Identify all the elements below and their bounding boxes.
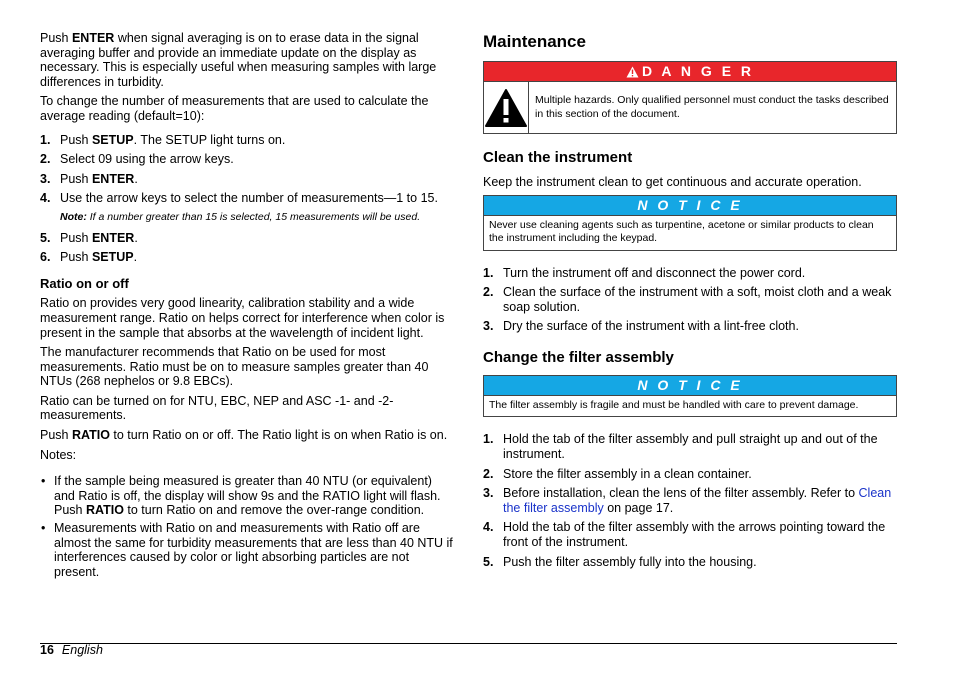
footer-language: English	[61, 643, 103, 657]
list-item: 3. Dry the surface of the instrument with a lint-free cloth.	[483, 319, 799, 334]
notice-box-filter	[483, 375, 897, 418]
notice-banner: N O T I C E	[484, 196, 896, 215]
list-item: 4. Use the arrow keys to select the number of measurements—1 to 15.	[40, 191, 438, 206]
note: Note: If a number greater than 15 is selected, 15 measurements will be used.	[60, 210, 421, 223]
list-item: 5. Push the filter assembly fully into the housing.	[483, 554, 757, 569]
right-column	[483, 31, 897, 574]
ratio-paragraph-4: Push RATIO to turn Ratio on or off. The Ratio light is on when Ratio is on.	[40, 428, 448, 443]
notice-banner: N O T I C E	[484, 376, 896, 395]
list-item: 4. Hold the tab of the filter assembly with the arrows pointing toward the front of the instrument.	[483, 520, 886, 550]
ratio-paragraph-3: Ratio can be turned on for NTU, EBC, NEP and ASC -1- and -2- measurements.	[40, 393, 394, 423]
maintenance-heading: Maintenance	[483, 32, 586, 51]
list-item: 1. Hold the tab of the filter assembly and pull straight up and out of the instrument.	[483, 432, 878, 462]
footer	[40, 643, 103, 658]
averaging-steps-continued	[40, 231, 456, 265]
list-item: 2. Select 09 using the arrow keys.	[40, 152, 234, 167]
clean-filter-link[interactable]: Clean the filter assembly	[503, 486, 892, 515]
list-item: 6. Push SETUP.	[40, 250, 138, 265]
ratio-heading: Ratio on or off	[40, 275, 129, 291]
notes-label: Notes:	[40, 447, 77, 462]
ratio-paragraph-1: Ratio on provides very good linearity, calibration stability and a wide measurement range. Ratio on helps correct for interference when color is present in the sample that absorbs at the wavelength of incident light.	[40, 296, 445, 340]
list-item: 3. Before installation, clean the lens of the filter assembly. Refer to Clean the filter assembly on page 17.	[483, 486, 892, 515]
list-item: 1. Push SETUP. The SETUP light turns on.	[40, 132, 286, 147]
averaging-steps	[40, 133, 456, 206]
notice-text: Never use cleaning agents such as turpentine, acetone or similar products to clean the instrument including the keypad.	[484, 215, 896, 250]
list-item: • Measurements with Ratio on and measurements with Ratio off are almost the same for turbidity measurements that are less than 40 NTU if interferences caused by color or light absorbing particles are not present.	[41, 521, 453, 579]
page-number: 16	[40, 643, 54, 657]
notice-text: The filter assembly is fragile and must be handled with care to prevent damage.	[484, 395, 896, 417]
warning-triangle-icon	[484, 82, 529, 133]
list-item: 2. Store the filter assembly in a clean container.	[483, 466, 752, 481]
footer-rule	[40, 643, 897, 644]
list-item: • If the sample being measured is greater than 40 NTU (or equivalent) and Ratio is off, the display will show 9s and the RATIO light will flash. Push RATIO to turn Ratio on and remove the over-range condition.	[41, 474, 441, 518]
danger-box	[483, 61, 897, 134]
list-item: 1. Turn the instrument off and disconnect the power cord.	[483, 265, 806, 280]
averaging-paragraph: Push ENTER when signal averaging is on to erase data in the signal averaging buffer and provide an immediate update on the display as necessary. This is especially useful when measuring samples with large differences in turbidity.	[40, 31, 437, 89]
ratio-notes	[40, 474, 456, 579]
notice-box-cleaning	[483, 195, 897, 251]
change-measurements-paragraph: To change the number of measurements that are used to calculate the average reading (default=10):	[40, 94, 429, 123]
danger-banner: D A N G E R	[484, 62, 896, 81]
left-column	[40, 31, 456, 582]
clean-heading: Clean the instrument	[483, 149, 633, 166]
list-item: 2. Clean the surface of the instrument with a soft, moist cloth and a weak soap solution.	[483, 285, 892, 314]
danger-body	[484, 81, 896, 133]
clean-paragraph: Keep the instrument clean to get continuous and accurate operation.	[483, 175, 862, 189]
clean-steps	[483, 266, 897, 334]
filter-heading: Change the filter assembly	[483, 348, 674, 366]
danger-text: Multiple hazards. Only qualified personnel must conduct the tasks described in this section of the document.	[535, 94, 889, 120]
warning-small-icon	[626, 64, 639, 83]
filter-steps	[483, 432, 897, 569]
list-item: 3. Push ENTER.	[40, 171, 138, 186]
ratio-paragraph-2: The manufacturer recommends that Ratio on be used for most measurements. Ratio must be on to measure samples greater than 40 NTUs (268 nephelos or 9.8 EBCs).	[40, 345, 429, 389]
list-item: 5. Push ENTER.	[40, 230, 138, 245]
